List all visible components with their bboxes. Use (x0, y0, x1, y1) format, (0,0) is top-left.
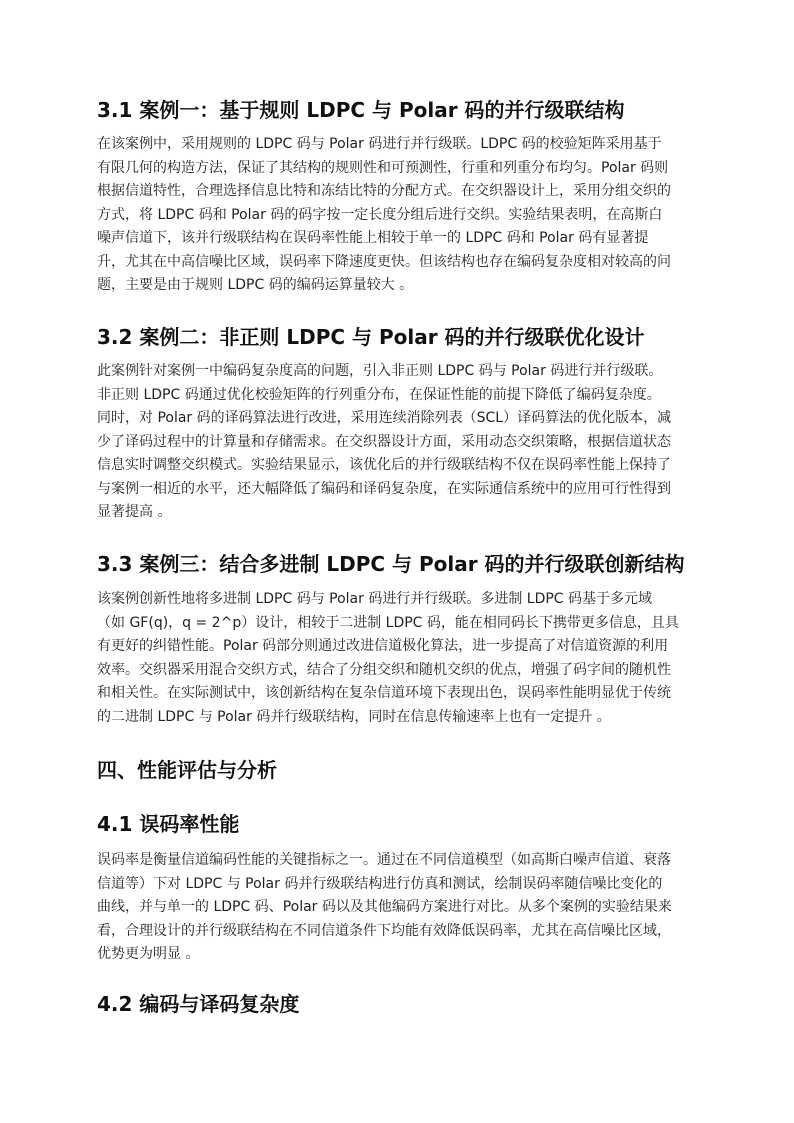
section-3-3-heading: 3.3 案例三：结合多进制 LDPC 与 Polar 码的并行级联创新结构 (97, 552, 685, 576)
paragraph-line: 升，尤其在中高信噪比区域，误码率下降速度更快。但该结构也存在编码复杂度相对较高的问 (97, 253, 671, 270)
paragraph-line: （如 GF(q)，q = 2^p）设计，相较于二进制 LDPC 码，能在相同码长下携带更多信息，且具 (97, 614, 679, 631)
paragraph-line: 的二进制 LDPC 与 Polar 码并行级联结构，同时在信息传输速率上也有一定提升 。 (97, 708, 611, 725)
section-4-1-heading: 4.1 误码率性能 (97, 812, 240, 836)
section-3-2-heading: 3.2 案例二：非正则 LDPC 与 Polar 码的并行级联优化设计 (97, 325, 645, 349)
paragraph-line: 在该案例中，采用规则的 LDPC 码与 Polar 码进行并行级联。LDPC 码的校验矩阵采用基于 (97, 136, 662, 152)
paragraph-line: 题，主要是由于规则 LDPC 码的编码运算量较大 。 (97, 277, 414, 293)
section-4-2-heading: 4.2 编码与译码复杂度 (97, 992, 300, 1016)
paragraph-line: 非正则 LDPC 码通过优化校验矩阵的行列重分布，在保证性能的前提下降低了编码复杂度。 (97, 386, 661, 403)
section-3-1-paragraph (97, 133, 701, 298)
section-3-2-paragraph (97, 360, 701, 525)
paragraph-line: 优势更为明显 。 (97, 946, 200, 962)
paragraph-line: 此案例针对案例一中编码复杂度高的问题，引入非正则 LDPC 码与 Polar 码进行并行级联。 (97, 363, 663, 379)
section-4-1-paragraph (97, 849, 701, 967)
paragraph-line: 少了译码过程中的计算量和存储需求。在交织器设计方面，采用动态交织策略，根据信道状态 (97, 433, 671, 450)
paragraph-line: 该案例创新性地将多进制 LDPC 码与 Polar 码进行并行级联。多进制 LDPC 码基于多元域 (97, 591, 653, 607)
paragraph-line: 根据信道特性，合理选择信息比特和冻结比特的分配方式。在交织器设计上，采用分组交织的 (97, 183, 671, 199)
paragraph-line: 信息实时调整交织模式。实验结果显示，该优化后的并行级联结构不仅在误码率性能上保持了 (97, 457, 671, 473)
paragraph-line: 同时，对 Polar 码的译码算法进行改进，采用连续消除列表（SCL）译码算法的优化版本，减 (97, 410, 672, 426)
section-3-1-heading: 3.1 案例一：基于规则 LDPC 与 Polar 码的并行级联结构 (97, 98, 625, 122)
paragraph-line: 曲线，并与单一的 LDPC 码、Polar 码以及其他编码方案进行对比。从多个案例的实验结果来 (97, 899, 672, 915)
section-4-heading: 四、性能评估与分析 (97, 758, 277, 782)
paragraph-line: 有更好的纠错性能。Polar 码部分则通过改进信道极化算法，进一步提高了对信道资源的利用 (97, 638, 669, 654)
paragraph-line: 显著提高 。 (97, 504, 172, 520)
paragraph-line: 信道等）下对 LDPC 与 Polar 码并行级联结构进行仿真和测试，绘制误码率随信噪比变化的 (97, 875, 663, 892)
paragraph-line: 效率。交织器采用混合交织方式，结合了分组交织和随机交织的优点，增强了码字间的随机性 (97, 661, 671, 678)
paragraph-line: 方式，将 LDPC 码和 Polar 码的码字按一定长度分组后进行交织。实验结果表明，在高斯白 (97, 206, 663, 223)
section-3-3-paragraph (97, 588, 701, 729)
paragraph-line: 与案例一相近的水平，还大幅降低了编码和译码复杂度，在实际通信系统中的应用可行性得到 (97, 480, 671, 497)
paragraph-line: 有限几何的构造方法，保证了其结构的规则性和可预测性，行重和列重分布均匀。Polar 码则 (97, 159, 669, 176)
paragraph-line: 看，合理设计的并行级联结构在不同信道条件下均能有效降低误码率，尤其在高信噪比区域， (97, 922, 671, 939)
paragraph-line: 误码率是衡量信道编码性能的关键指标之一。通过在不同信道模型（如高斯白噪声信道、衰落 (97, 852, 671, 868)
paragraph-line: 噪声信道下，该并行级联结构在误码率性能上相较于单一的 LDPC 码和 Polar 码有显著提 (97, 230, 649, 246)
paragraph-line: 和相关性。在实际测试中，该创新结构在复杂信道环境下表现出色，误码率性能明显优于传统 (97, 685, 671, 701)
